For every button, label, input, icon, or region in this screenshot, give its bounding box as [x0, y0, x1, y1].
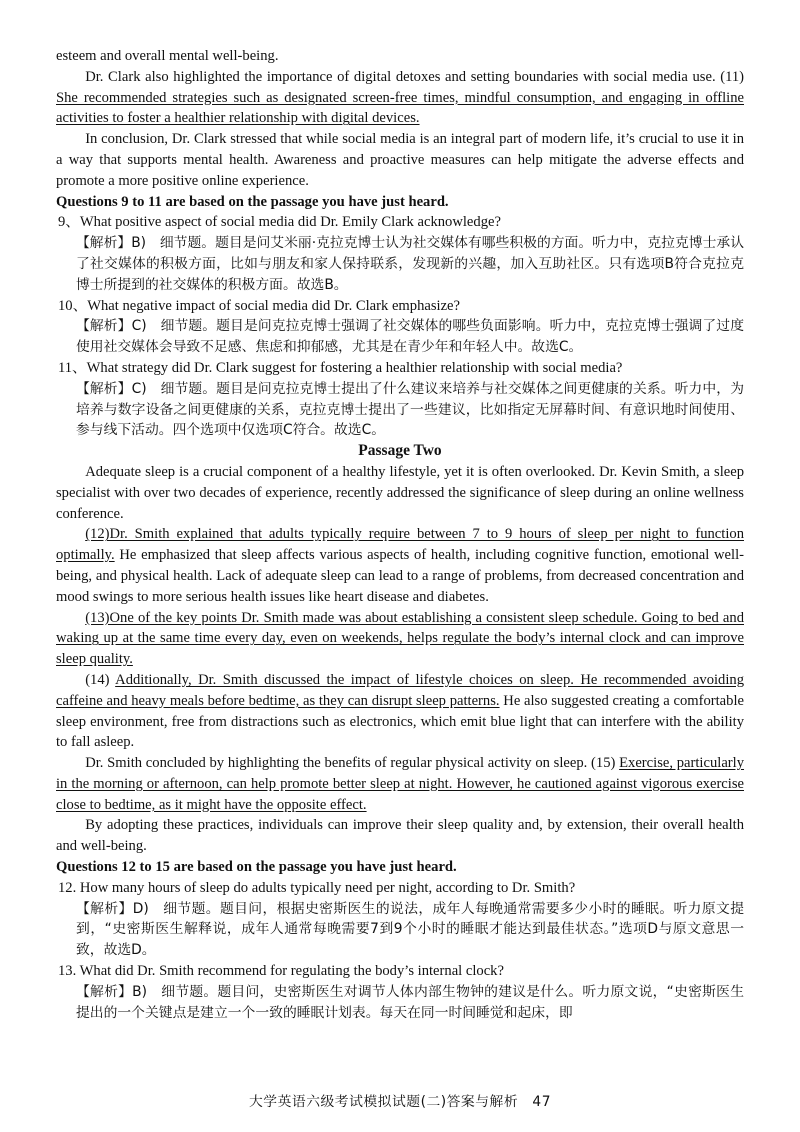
analysis-10: 【解析】C) 细节题。题目是问克拉克博士强调了社交媒体的哪些负面影响。听力中，克拉克博士强调了过度使用社交媒体会导致不足感、焦虑和抑郁感，尤其是在青少年和年轻人中。故选C。	[76, 318, 744, 356]
analysis-13: 【解析】B) 细节题。题目问，史密斯医生对调节人体内部生物钟的建议是什么。听力原文说，“史密斯医生提出的一个关键点是建立一个一致的睡眠计划表。每天在同一时间睡觉和起床，即	[76, 983, 744, 1021]
underlined-answer-15: Exercise, particularly in the morning or afternoon, can help promote better sleep at night. However, he cautioned against vigorous exercise close to bedtime, as it might have the opposite effect.	[56, 755, 745, 813]
analysis-12: 【解析】D) 细节题。题目问，根据史密斯医生的说法，成年人每晚通常需要多少小时的睡眠。听力原文提到，“史密斯医生解释说，成年人通常每晚需要7到9个小时的睡眠才能达到最佳状态。”选项D与原文意思一致，故选D。	[76, 900, 744, 959]
paragraph-final: By adopting these practices, individuals can improve their sleep quality and, by extension, their overall health and well-being.	[56, 817, 744, 855]
paragraph-digital-detox	[56, 67, 744, 129]
text: Dr. Clark also highlighted the importance of digital detoxes and setting boundaries with social media use. (11)	[85, 68, 744, 85]
paragraph-intro-sleep: Adequate sleep is a crucial component of a healthy lifestyle, yet it is often overlooked. Dr. Kevin Smith, a sleep specialist with over two decades of experience, recently addressed the significance of sleep during an online wellness conference.	[56, 463, 744, 522]
underlined-answer-12: (12)Dr. Smith explained that adults typically require between 7 to 9 hours of sleep per night to function optimally.	[56, 526, 744, 564]
questions-heading-9-11: Questions 9 to 11 are based on the passage you have just heard.	[56, 193, 449, 210]
analysis-9: 【解析】B) 细节题。题目是问艾米丽·克拉克博士认为社交媒体有哪些积极的方面。听力中，克拉克博士承认了社交媒体的积极方面，比如与朋友和家人保持联系，发现新的兴趣，加入互助社区。只有选项B符合克拉克博士所提到的社交媒体的积极方面。故选B。	[76, 235, 744, 293]
underlined-answer-14: Additionally, Dr. Smith discussed the impact of lifestyle choices on sleep. He recommended avoiding caffeine and heavy meals before bedtime, as they can disrupt sleep patterns.	[56, 671, 744, 709]
paragraph-12	[56, 524, 744, 607]
paragraph-end: esteem and overall mental well-being.	[56, 48, 279, 64]
question-9: 9、What positive aspect of social media did Dr. Emily Clark acknowledge?	[58, 214, 501, 231]
text: He emphasized that sleep affects various aspects of health, including cognitive function, emotional well-being, and physical health. Lack of adequate sleep can lead to a range of problems, from decreased concentration and mood swings to more serious health issues like heart disease and diabetes.	[56, 547, 744, 605]
question-12: 12. How many hours of sleep do adults typically need per night, according to Dr. Smith?	[58, 879, 576, 896]
text: (14)	[85, 671, 116, 688]
paragraph-14	[56, 670, 744, 753]
underlined-answer-11: She recommended strategies such as designated screen-free times, mindful consumption, and engaging in offline activities to foster a healthier relationship with digital devices.	[56, 89, 744, 127]
paragraph-15	[56, 753, 744, 815]
page-footer: 大学英语六级考试模拟试题(二)答案与解析 47	[249, 1094, 551, 1110]
questions-heading-12-15: Questions 12 to 15 are based on the passage you have just heard.	[56, 859, 457, 876]
underlined-answer-13: (13)One of the key points Dr. Smith made was about establishing a consistent sleep schedule. Going to bed and waking up at the same time every day, even on weekends, helps regulate the body’s internal clock and can improve sleep quality.	[56, 609, 744, 668]
paragraph-13	[56, 608, 744, 670]
question-10: 10、What negative impact of social media did Dr. Clark emphasize?	[58, 297, 461, 314]
paragraph-conclusion: In conclusion, Dr. Clark stressed that while social media is an integral part of modern life, it’s crucial to use it in a way that supports mental health. Awareness and proactive measures can help mitigate the adverse effects and promote a more positive online experience.	[56, 131, 744, 189]
analysis-11: 【解析】C) 细节题。题目是问克拉克博士提出了什么建议来培养与社交媒体之间更健康的关系。听力中，为培养与数字设备之间更健康的关系，克拉克博士提出了一些建议，比如指定无屏幕时间、有意识地时间使用、参与线下活动。四个选项中仅选项C符合。故选C。	[76, 380, 744, 439]
text: Dr. Smith concluded by highlighting the benefits of regular physical activity on sleep. (15)	[85, 755, 620, 772]
passage-title: Passage Two	[358, 442, 442, 460]
question-13: 13. What did Dr. Smith recommend for regulating the body’s internal clock?	[58, 963, 504, 980]
question-11: 11、What strategy did Dr. Clark suggest for fostering a healthier relationship with social media?	[58, 359, 623, 376]
text: He also suggested creating a comfortable sleep environment, free from distractions such as electronics, which emit blue light that can interfere with the ability to fall asleep.	[56, 692, 744, 751]
